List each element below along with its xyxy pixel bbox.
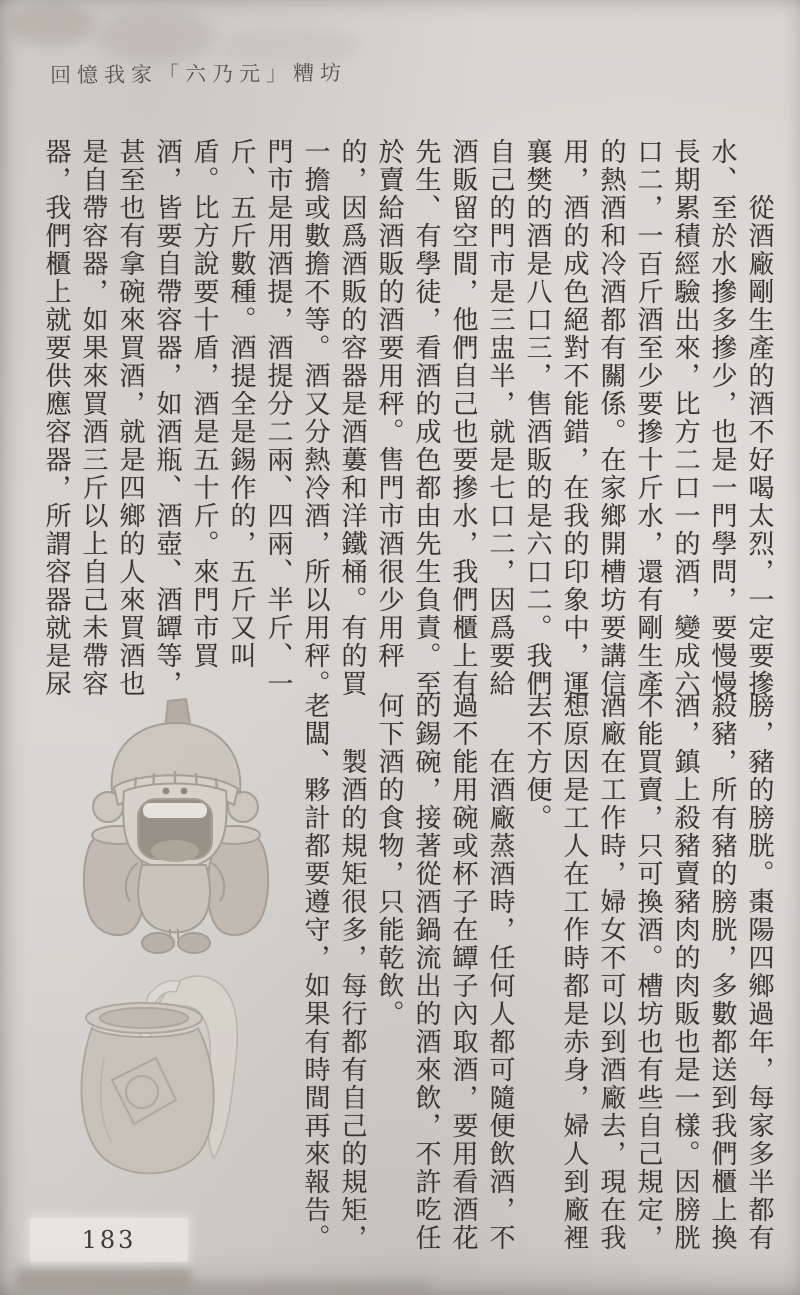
text-column: 的，因爲酒販的容器是酒蔞和洋鐵桶。有的買	[338, 138, 367, 698]
text-column: 器，我們櫃上就要供應容器，所謂容器就是尿	[42, 138, 71, 698]
text-column: 殺豬，所有豬的膀胱，多數都送到我們櫃上換	[708, 692, 737, 1252]
text-column: 的熱酒和冷酒都有關係。在家鄉開槽坊要講信	[597, 138, 626, 698]
text-column: 長期累積經驗出來，比方二口一的酒，變成六	[671, 138, 700, 698]
text-column: 先生、有學徒，看酒的成色都由先生負責。至	[412, 138, 441, 698]
scan-edge-smudge	[16, 1268, 191, 1292]
text-column: 的錫碗，接著從酒鍋流出的酒來飲，不許吃任	[412, 692, 441, 1252]
text-column: 酒，皆要自帶容器，如酒瓶、酒壺、酒罈等，	[153, 138, 182, 698]
text-column: 襄樊的酒是八口三，售酒販的是六口二。我們	[523, 138, 552, 698]
text-column: 酒，鎮上殺豬賣豬肉的肉販也是一樣。因膀胱	[671, 692, 700, 1252]
text-column: 從酒廠剛生產的酒不好喝太烈，一定要摻	[745, 138, 774, 698]
text-column: 自己的門市是三盅半，就是七口二，因爲要給	[486, 138, 515, 698]
text-column: 老闆、夥計都要遵守，如果有時間再來報告。	[301, 692, 330, 1252]
text-column: 甚至也有拿碗來買酒，就是四鄉的人來買酒也	[116, 138, 145, 698]
text-column: 酒廠在工作時，婦女不可以到酒廠去，現在我	[597, 692, 626, 1252]
bleed-through-smudge	[6, 2, 96, 46]
text-column: 不能買賣，只可換酒。槽坊也有些自己規定，	[634, 692, 663, 1252]
text-column: 在酒廠蒸酒時，任何人都可隨便飲酒，不	[486, 692, 515, 1252]
text-column: 門市是用酒提，酒提分二兩、四兩、半斤、一	[264, 138, 293, 698]
page-number-plate	[30, 1218, 188, 1262]
text-column: 過不能用碗或杯子在罈子內取酒，要用看酒花	[449, 692, 478, 1252]
text-column: 於賣給酒販的酒要用秤。售門市酒很少用秤	[375, 138, 404, 670]
bleed-through-smudge	[95, 10, 215, 62]
text-column: 去不方便。	[523, 692, 552, 832]
text-column: 一擔或數擔不等。酒又分熱冷酒，所以用秤。	[301, 138, 330, 698]
text-column: 何下酒的食物，只能乾飲。	[375, 692, 404, 1028]
text-column: 盾。比方說要十盾，酒是五十斤。來門市買	[190, 138, 219, 670]
scan-edge-smudge	[190, 1280, 430, 1294]
upper-text-block	[38, 138, 778, 700]
text-column: 想原因是工人在工作時都是赤身，婦人到廠裡	[560, 692, 589, 1252]
wine-jug-being-filled-illustration	[52, 962, 267, 1214]
chapter-title: 回憶我家「六乃元」糟坊	[49, 60, 348, 88]
text-column: 斤、五斤數種。酒提全是錫作的，五斤又叫	[227, 138, 256, 670]
text-column: 水、至於水摻多摻少，也是一門學問，要慢慢	[708, 138, 737, 698]
text-column: 膀，豬的膀胱。棗陽四鄉過年，每家多半都有	[745, 692, 774, 1252]
text-column: 製酒的規矩很多，每行都有自己的規矩，	[338, 692, 367, 1252]
cartoon-figure-carrying-wine-jars-illustration	[78, 695, 273, 963]
page-number: 183	[81, 1226, 137, 1254]
lower-text-block	[297, 692, 778, 1252]
text-column: 用，酒的成色絕對不能錯，在我的印象中，運	[560, 138, 589, 698]
text-column: 口二，一百斤酒至少要摻十斤水，還有剛生產	[634, 138, 663, 698]
text-column: 是自帶容器，如果來買酒三斤以上自己未帶容	[79, 138, 108, 698]
text-column: 酒販留空間，他們自己也要摻水，我們櫃上有	[449, 138, 478, 698]
